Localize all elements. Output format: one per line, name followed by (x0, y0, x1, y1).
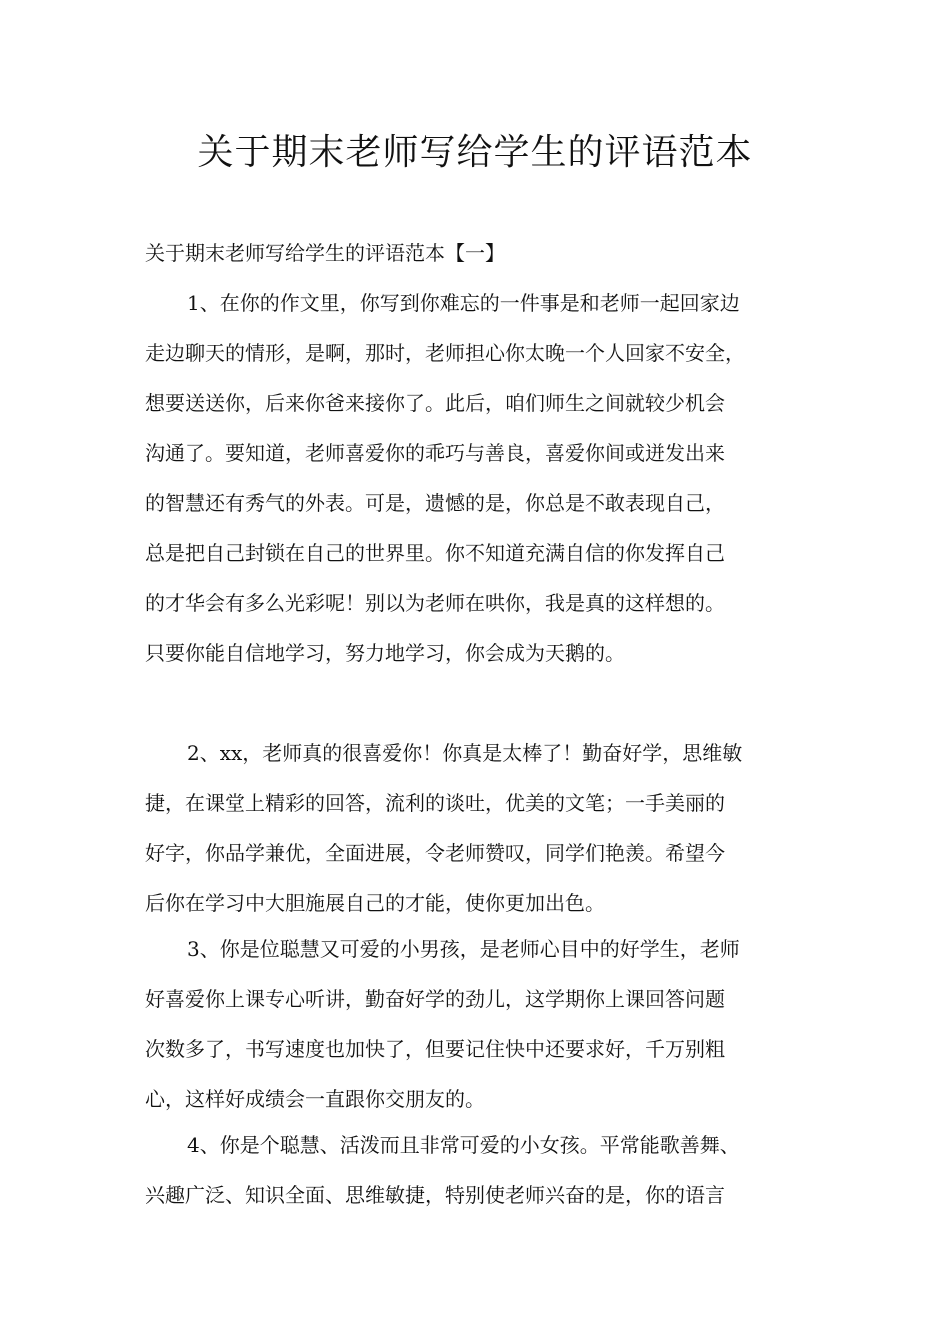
paragraph-line: 3、你是位聪慧又可爱的小男孩，是老师心目中的好学生，老师 (187, 937, 740, 961)
paragraph-line: 后你在学习中大胆施展自己的才能，使你更加出色。 (145, 891, 605, 915)
paragraph-line: 1、在你的作文里，你写到你难忘的一件事是和老师一起回家边 (187, 291, 740, 315)
paragraph-line: 捷，在课堂上精彩的回答，流利的谈吐，优美的文笔；一手美丽的 (145, 791, 725, 815)
paragraph-line: 的智慧还有秀气的外表。可是，遗憾的是，你总是不敢表现自己， (145, 491, 725, 515)
paragraph-line: 好字，你品学兼优，全面进展，令老师赞叹，同学们艳羡。希望今 (145, 841, 725, 865)
paragraph-line: 想要送送你，后来你爸来接你了。此后，咱们师生之间就较少机会 (145, 391, 725, 415)
paragraph-line: 兴趣广泛、知识全面、思维敏捷，特别使老师兴奋的是，你的语言 (145, 1183, 725, 1207)
comment-paragraph-4 (145, 1120, 810, 1220)
paragraph-line: 的才华会有多么光彩呢！别以为老师在哄你，我是真的这样想的。 (145, 591, 725, 615)
paragraph-line: 次数多了，书写速度也加快了，但要记住快中还要求好，千万别粗 (145, 1037, 725, 1061)
comment-paragraph-3 (145, 924, 810, 1124)
comment-paragraph-1 (145, 278, 810, 678)
paragraph-line: 总是把自己封锁在自己的世界里。你不知道充满自信的你发挥自己 (145, 541, 725, 565)
paragraph-line: 只要你能自信地学习，努力地学习，你会成为天鹅的。 (145, 641, 625, 665)
paragraph-line: 心，这样好成绩会一直跟你交朋友的。 (145, 1087, 485, 1111)
section-heading: 关于期末老师写给学生的评语范本【一】 (145, 241, 505, 265)
paragraph-line: 沟通了。要知道，老师喜爱你的乖巧与善良，喜爱你间或迸发出来 (145, 441, 725, 465)
paragraph-line: 2、xx，老师真的很喜爱你！你真是太棒了！勤奋好学，思维敏 (187, 741, 743, 765)
paragraph-line: 4、你是个聪慧、活泼而且非常可爱的小女孩。平常能歌善舞、 (187, 1133, 740, 1157)
paragraph-line: 好喜爱你上课专心听讲，勤奋好学的劲儿，这学期你上课回答问题 (145, 987, 725, 1011)
comment-paragraph-2 (145, 728, 810, 928)
paragraph-line: 走边聊天的情形，是啊，那时，老师担心你太晚一个人回家不安全， (145, 341, 745, 365)
document-title: 关于期末老师写给学生的评语范本 (197, 132, 753, 173)
